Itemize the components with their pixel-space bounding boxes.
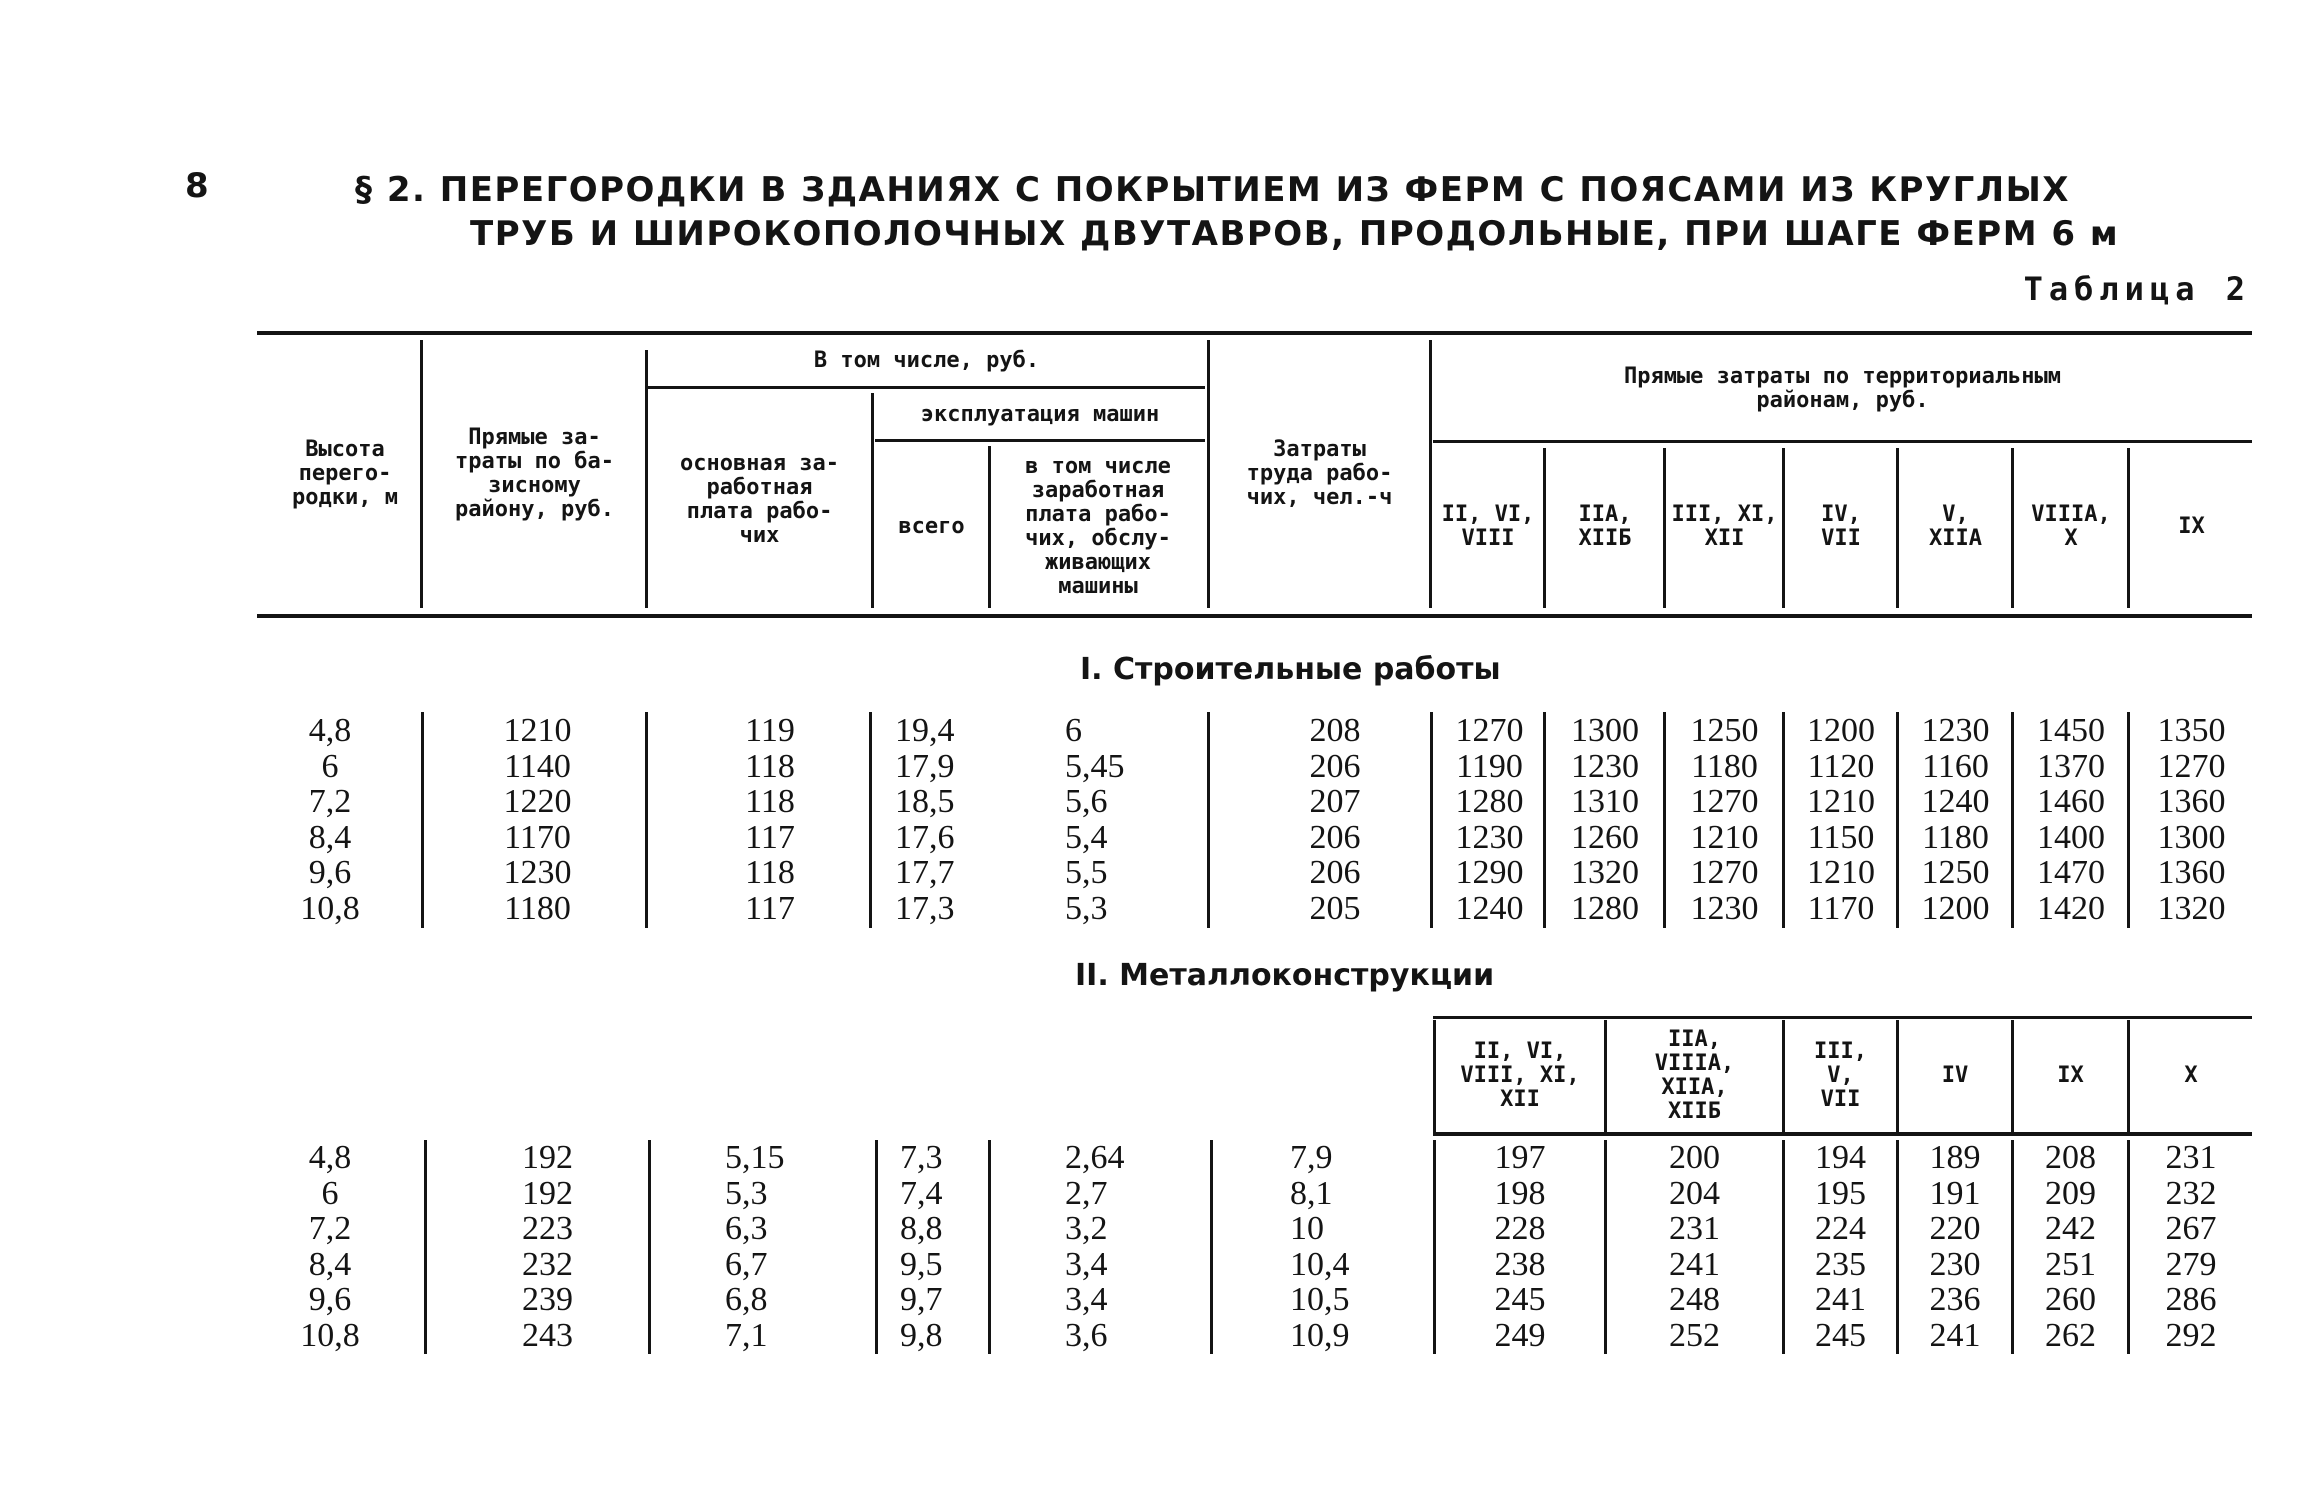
region-column	[1667, 713, 1782, 926]
table-cell: 245	[1494, 1281, 1546, 1318]
table-cell: 1290	[1455, 854, 1524, 891]
table-cell: 3,4	[1065, 1281, 1108, 1318]
table-cell: 249	[1494, 1316, 1546, 1354]
table-cell: 6	[321, 1174, 339, 1212]
hdr-vline	[420, 340, 423, 608]
table-cell: 1230	[1690, 889, 1759, 927]
table-cell: 231	[1669, 1210, 1720, 1247]
table-cell: 1180	[1691, 747, 1758, 785]
table-cell: 243	[522, 1316, 573, 1354]
s2-vline	[1210, 1140, 1213, 1354]
labor-column	[1275, 713, 1395, 926]
table-cell: 1160	[1922, 747, 1989, 785]
table-cell: 1140	[504, 747, 571, 785]
table-cell: 208	[1309, 712, 1361, 749]
s1-vline	[1430, 712, 1433, 928]
table-cell: 205	[1309, 889, 1361, 927]
table-cell: 4,8	[308, 712, 352, 749]
title-line-1: § 2. ПЕРЕГОРОДКИ В ЗДАНИЯХ С ПОКРЫТИЕМ ИЗ ФЕРМ С ПОЯСАМИ ИЗ КРУГЛЫХ	[355, 170, 2071, 210]
table-cell: 17,3	[895, 889, 955, 927]
table-cell: 241	[1815, 1281, 1866, 1318]
table-cell: 1210	[1807, 854, 1875, 891]
table-cell: 7,9	[1290, 1139, 1333, 1176]
page-number: 8	[185, 166, 209, 206]
table-cell: 279	[2165, 1245, 2217, 1283]
section1-title: I. Строительные работы	[1080, 652, 1501, 687]
table-cell: 17,9	[895, 747, 955, 785]
s2-hdr-region: IIА, VIIIА, XIIА, XIIБ	[1654, 1027, 1735, 1124]
table-cell: 232	[522, 1245, 573, 1283]
table-cell: 248	[1669, 1281, 1720, 1318]
table-cell: 1150	[1807, 818, 1875, 856]
table-cell: 1230	[1455, 818, 1524, 856]
table-cell: 1460	[2037, 783, 2105, 820]
machine-wages-column	[1065, 1140, 1185, 1353]
table-cell: 6	[1065, 712, 1082, 749]
s2-header-top-rule	[1433, 1016, 2252, 1019]
table-cell: 267	[2165, 1210, 2217, 1247]
table-cell: 195	[1815, 1174, 1866, 1212]
table-cell: 7,1	[725, 1316, 768, 1354]
machine-total-column	[895, 713, 985, 926]
table-cell: 8,4	[308, 818, 352, 856]
table-cell: 9,6	[308, 1281, 352, 1318]
region-column	[1436, 713, 1543, 926]
table-cell: 224	[1815, 1210, 1866, 1247]
table-cell: 206	[1309, 818, 1361, 856]
region-column	[2014, 1140, 2127, 1353]
hdr-region: II, VI, VIII	[1441, 502, 1535, 551]
region-column	[1786, 713, 1896, 926]
hdr-vline	[1429, 340, 1432, 608]
table-cell: 232	[2165, 1174, 2217, 1212]
table-cell: 1270	[2157, 747, 2226, 785]
s2-vline	[875, 1140, 878, 1354]
table-cell: 1350	[2157, 712, 2226, 749]
table-cell: 5,15	[725, 1139, 785, 1176]
hdr-vline	[871, 393, 874, 608]
table-cell: 117	[745, 889, 795, 927]
table-cell: 117	[745, 818, 795, 856]
hdr-vline	[1543, 448, 1546, 608]
height-column	[270, 1140, 390, 1353]
region-column	[1547, 713, 1663, 926]
table-cell: 5,5	[1065, 854, 1108, 891]
table-cell: 209	[2045, 1174, 2096, 1212]
table-cell: 192	[522, 1174, 573, 1212]
rule-machines	[875, 439, 1205, 442]
s1-vline	[1543, 712, 1546, 928]
table-cell: 6,3	[725, 1210, 768, 1247]
base-cost-column	[470, 713, 605, 926]
table-cell: 1270	[1455, 712, 1524, 749]
table-cell: 118	[745, 783, 795, 820]
table-cell: 200	[1669, 1139, 1720, 1176]
machine-total-column	[900, 1140, 988, 1353]
table-cell: 5,4	[1065, 818, 1108, 856]
hdr-region: IX	[2178, 514, 2205, 539]
hdr-direct-base: Прямые за- траты по ба- зисному району, руб.	[455, 425, 614, 522]
table-cell: 1370	[2037, 747, 2105, 785]
hdr-vline	[2011, 448, 2014, 608]
table-cell: 1120	[1807, 747, 1875, 785]
table-cell: 1180	[1922, 818, 1989, 856]
table-cell: 1310	[1571, 783, 1639, 820]
hdr-vline	[1663, 448, 1666, 608]
table-cell: 3,2	[1065, 1210, 1108, 1247]
table-cell: 10,8	[300, 1316, 360, 1354]
table-cell: 228	[1494, 1210, 1546, 1247]
s2-header-bottom-rule	[1433, 1132, 2252, 1136]
table-cell: 1320	[1571, 854, 1639, 891]
table-cell: 1210	[1690, 818, 1759, 856]
rule-regions	[1433, 440, 2252, 443]
table-cell: 252	[1669, 1316, 1720, 1354]
table-cell: 4,8	[308, 1139, 352, 1176]
table-cell: 5,3	[725, 1174, 768, 1212]
table-cell: 245	[1815, 1316, 1866, 1354]
table-cell: 5,6	[1065, 783, 1108, 820]
table-cell: 1270	[1690, 854, 1759, 891]
hdr-incl-rub: В том числе, руб.	[813, 348, 1040, 373]
s2-hdr-region: III, V, VII	[1814, 1039, 1867, 1112]
table-cell: 230	[1929, 1245, 1981, 1283]
rule-incl-rub	[646, 386, 1205, 389]
table-cell: 206	[1309, 747, 1361, 785]
hdr-regions-title: Прямые затраты по территориальным районам, руб.	[1623, 364, 2062, 413]
table-cell: 191	[1929, 1174, 1981, 1212]
table-cell: 1230	[1921, 712, 1990, 749]
table-label: Таблица 2	[2023, 270, 2251, 308]
table-cell: 208	[2045, 1139, 2096, 1176]
table-cell: 8,1	[1290, 1174, 1333, 1212]
s1-vline	[1663, 712, 1666, 928]
region-column	[2130, 1140, 2252, 1353]
region-column	[2015, 713, 2127, 926]
table-cell: 9,5	[900, 1245, 943, 1283]
s1-vline	[2127, 712, 2130, 928]
table-cell: 10,9	[1290, 1316, 1350, 1354]
table-cell: 1360	[2157, 854, 2226, 891]
table-cell: 2,7	[1065, 1174, 1108, 1212]
table-cell: 1270	[1690, 783, 1759, 820]
region-column	[2131, 713, 2252, 926]
table-cell: 231	[2165, 1139, 2217, 1176]
table-cell: 1210	[503, 712, 572, 749]
s2-vline	[988, 1140, 991, 1354]
header-top-rule	[257, 331, 2252, 335]
table-cell: 239	[522, 1281, 573, 1318]
table-cell: 292	[2165, 1316, 2217, 1354]
table-cell: 2,64	[1065, 1139, 1125, 1176]
machine-wages-column	[1065, 713, 1185, 926]
table-cell: 238	[1494, 1245, 1546, 1283]
table-cell: 3,6	[1065, 1316, 1108, 1354]
table-cell: 194	[1815, 1139, 1866, 1176]
table-cell: 118	[745, 747, 795, 785]
table-cell: 18,5	[895, 783, 955, 820]
table-cell: 1200	[1921, 889, 1990, 927]
hdr-vline	[1782, 448, 1785, 608]
hdr-height: Высота перего- родки, м	[292, 437, 398, 510]
table-cell: 262	[2045, 1316, 2096, 1354]
table-cell: 1320	[2157, 889, 2226, 927]
table-cell: 204	[1669, 1174, 1720, 1212]
table-cell: 7,2	[308, 1210, 352, 1247]
table-cell: 7,2	[308, 783, 352, 820]
table-cell: 286	[2165, 1281, 2217, 1318]
table-cell: 1200	[1807, 712, 1875, 749]
wages-column	[725, 1140, 835, 1353]
wages-column	[710, 713, 830, 926]
table-cell: 8,4	[308, 1245, 352, 1283]
region-column	[1607, 1140, 1782, 1353]
table-cell: 241	[1929, 1316, 1981, 1354]
table-cell: 220	[1929, 1210, 1981, 1247]
table-cell: 1300	[1571, 712, 1639, 749]
table-cell: 1220	[503, 783, 572, 820]
table-cell: 9,8	[900, 1316, 943, 1354]
table-cell: 6	[321, 747, 339, 785]
header-bottom-rule	[257, 614, 2252, 618]
table-cell: 5,3	[1065, 889, 1108, 927]
table-cell: 1360	[2157, 783, 2226, 820]
height-column	[270, 713, 390, 926]
hdr-wages: основная за- работная плата рабо- чих	[680, 451, 839, 548]
hdr-labor: Затраты труда рабо- чих, чел.-ч	[1246, 437, 1393, 510]
s1-vline	[1896, 712, 1899, 928]
table-cell: 241	[1669, 1245, 1720, 1283]
hdr-region: III, XI, XII	[1671, 502, 1778, 551]
hdr-region: IIА, XIIБ	[1578, 502, 1632, 551]
table-cell: 1250	[1690, 712, 1759, 749]
hdr-region: IV, VII	[1821, 502, 1861, 551]
s2-hdr-region: II, VI, VIII, XI, XII	[1460, 1039, 1580, 1112]
table-cell: 1250	[1921, 854, 1990, 891]
section2-title: II. Металлоконструкции	[1075, 958, 1495, 993]
s1-vline	[869, 712, 872, 928]
table-cell: 7,4	[900, 1174, 943, 1212]
table-cell: 1190	[1456, 747, 1523, 785]
table-cell: 198	[1494, 1174, 1546, 1212]
table-cell: 17,6	[895, 818, 955, 856]
table-cell: 236	[1929, 1281, 1981, 1318]
table-cell: 251	[2045, 1245, 2096, 1283]
s2-hdr-region: X	[2184, 1063, 2198, 1088]
region-column	[1900, 713, 2011, 926]
table-cell: 1280	[1455, 783, 1524, 820]
table-cell: 1300	[2157, 818, 2226, 856]
table-cell: 260	[2045, 1281, 2096, 1318]
s1-vline	[1207, 712, 1210, 928]
table-cell: 192	[522, 1139, 573, 1176]
table-cell: 10,5	[1290, 1281, 1350, 1318]
table-cell: 19,4	[895, 712, 955, 749]
hdr-machines: эксплуатация машин	[920, 402, 1160, 427]
table-cell: 207	[1309, 783, 1361, 820]
table-cell: 6,8	[725, 1281, 768, 1318]
table-cell: 9,7	[900, 1281, 943, 1318]
table-cell: 223	[522, 1210, 573, 1247]
table-cell: 5,45	[1065, 747, 1125, 785]
region-column	[1899, 1140, 2011, 1353]
s2-hdr-region: IX	[2057, 1063, 2084, 1088]
table-cell: 17,7	[895, 854, 955, 891]
s1-vline	[421, 712, 424, 928]
table-cell: 10,4	[1290, 1245, 1350, 1283]
s2-vline	[424, 1140, 427, 1354]
table-cell: 1450	[2037, 712, 2105, 749]
table-cell: 1240	[1921, 783, 1990, 820]
labor-column	[1290, 1140, 1410, 1353]
region-column	[1785, 1140, 1896, 1353]
table-cell: 1210	[1807, 783, 1875, 820]
table-cell: 1420	[2037, 889, 2105, 927]
table-cell: 7,3	[900, 1139, 943, 1176]
base-cost-column	[480, 1140, 615, 1353]
hdr-machine-wages: в том числе заработная плата рабо- чих, обслу- живающих машины	[1025, 454, 1171, 599]
table-cell: 235	[1815, 1245, 1866, 1283]
table-cell: 10	[1290, 1210, 1324, 1247]
table-cell: 206	[1309, 854, 1361, 891]
table-cell: 1170	[1807, 889, 1875, 927]
table-cell: 1470	[2037, 854, 2105, 891]
table-cell: 242	[2045, 1210, 2096, 1247]
title-line-2: ТРУБ И ШИРОКОПОЛОЧНЫХ ДВУТАВРОВ, ПРОДОЛЬНЫЕ, ПРИ ШАГЕ ФЕРМ 6 м	[470, 214, 2120, 254]
hdr-region: V, XIIА	[1929, 502, 1982, 551]
table-cell: 1240	[1455, 889, 1524, 927]
table-cell: 8,8	[900, 1210, 943, 1247]
table-cell: 3,4	[1065, 1245, 1108, 1283]
s2-hdr-region: IV	[1941, 1063, 1969, 1088]
table-cell: 1280	[1571, 889, 1639, 927]
table-cell: 1260	[1571, 818, 1639, 856]
table-cell: 189	[1929, 1139, 1981, 1176]
table-cell: 1230	[1571, 747, 1639, 785]
hdr-vline	[1896, 448, 1899, 608]
region-column	[1436, 1140, 1604, 1353]
table-cell: 197	[1494, 1139, 1546, 1176]
table-cell: 1230	[503, 854, 572, 891]
s1-vline	[2011, 712, 2014, 928]
table-cell: 6,7	[725, 1245, 768, 1283]
s2-vline	[648, 1140, 651, 1354]
hdr-machine-total: всего	[898, 514, 965, 539]
hdr-vline	[2127, 448, 2130, 608]
table-cell: 10,8	[300, 889, 360, 927]
s1-vline	[1782, 712, 1785, 928]
s1-vline	[645, 712, 648, 928]
table-cell: 1170	[504, 818, 571, 856]
table-cell: 119	[745, 712, 795, 749]
table-cell: 9,6	[308, 854, 352, 891]
table-cell: 1400	[2037, 818, 2105, 856]
table-cell: 1180	[504, 889, 571, 927]
hdr-region: VIIIА, X	[2031, 502, 2111, 551]
table-cell: 118	[745, 854, 795, 891]
